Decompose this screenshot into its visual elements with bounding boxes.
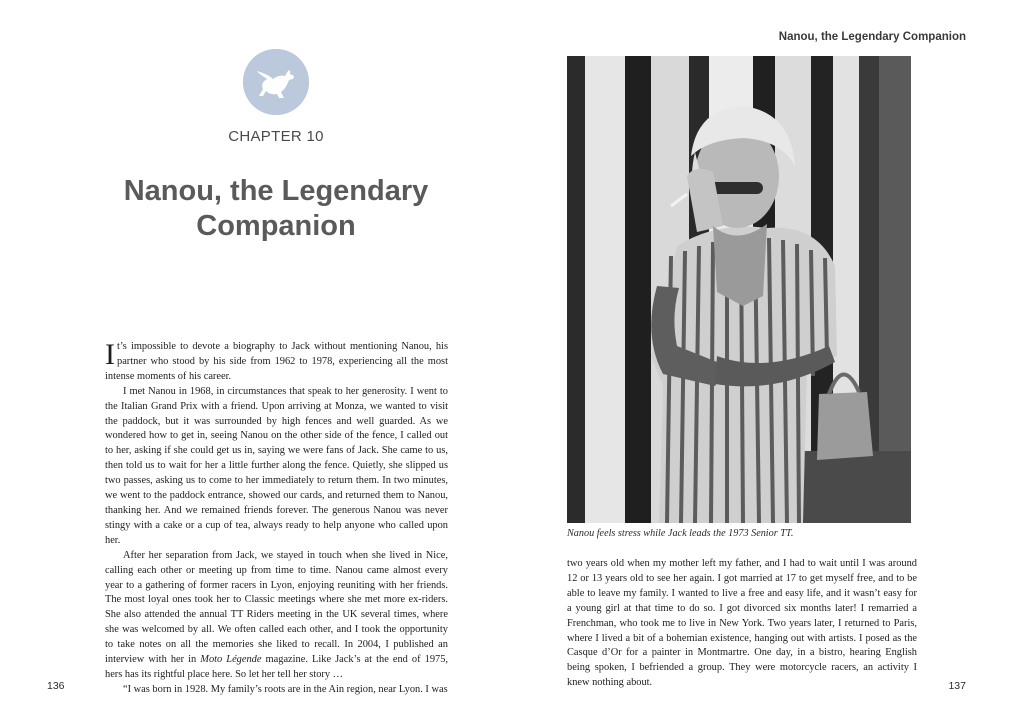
left-body-text: [105, 340, 448, 698]
paragraph-text: After her separation from Jack, we stayed in touch when she lived in Nice, calling each other or meeting up from time to time. Nanou came almost every year to a gathering of former racers in Lyon, enjoying reuniting with her friends. The most loyal ones took her to Classic meetings where she met more ex-riders. She also attended the annual TT Riders meeting in the UK several times, where she was welcomed by all. We often called each other, and I took the opportunity to take notes on all the memories she liked to recall. In 2004, I published an interview with her in: [105, 549, 448, 666]
chapter-title-line-2: Companion: [196, 210, 356, 242]
paragraph-text: t’s impossible to devote a biography to Jack without mentioning Nanou, his partner who stood by his side from 1962 to 1978, experiencing all the most intense moments of his career.: [105, 341, 448, 382]
page-number-right: 137: [948, 680, 966, 692]
body-paragraph: [105, 549, 448, 683]
chapter-title: [96, 174, 456, 244]
magazine-title: Moto Légende: [200, 654, 262, 666]
right-body-text: [567, 557, 917, 691]
drop-cap: I: [105, 338, 115, 371]
chapter-number: CHAPTER 10: [228, 128, 324, 145]
paragraph-text: magazine. Like Jack’s at the end of 1975, hers has its rightful place here. So let her tell her story …: [105, 654, 449, 680]
chapter-emblem: [243, 49, 309, 115]
photograph: [567, 56, 911, 523]
chapter-title-line-1: Nanou, the Legendary: [123, 175, 429, 207]
body-paragraph: “I was born in 1928. My family’s roots are in the Ain region, near Lyon. I was: [123, 683, 448, 695]
page-number-left: 136: [47, 680, 65, 692]
right-page: [508, 0, 1016, 720]
body-paragraph: I met Nanou in 1968, in circumstances that speak to her generosity. I went to the Italian Grand Prix with a friend. Upon arriving at Monza, we wanted to visit the paddock, but it was surrounded by high fences and well guarded. As we wondered how to get in, seeing Nanou on the other side of the fence, I called out to her, asking if she could get us in, saying we were fans of Jack. She came to us, then told us to wait for her a little further along the fence. Quietly, she slipped us two passes, asking us to come to her immediately to return them. In two minutes, we went to the paddock entrance, showed our cards, and returned them to Nanou, thanking her. And we remained friends forever. The generous Nanou was never stingy with a cake or a cup of tea, always ready to help anyone who called upon her.: [105, 385, 448, 546]
body-paragraph: [105, 340, 448, 385]
body-paragraph: two years old when my mother left my father, and I had to wait until I was around 12 or 13 years old to see her again. I got married at 17 to get myself free, and to be able to leave my family. I wanted to live a free and easy life, and it wasn’t easy for a young girl at that time to do so. I got divorced six months later! I remarried a Frenchman, who took me to live in New York. Two years later, I returned to Paris, where I lived a bit of a bohemian existence, hanging out with artists. I posed as the Casque d’Or for a painter in Montmartre. One day, in a bistro, hearing English being spoken, I befriended a group. They were motorcycle racers, an activity I knew nothing about.: [567, 558, 917, 689]
photo-caption: Nanou feels stress while Jack leads the 1973 Senior TT.: [567, 528, 794, 539]
kangaroo-icon: [243, 49, 309, 115]
running-head: Nanou, the Legendary Companion: [778, 31, 966, 43]
photo-image: [567, 56, 911, 523]
